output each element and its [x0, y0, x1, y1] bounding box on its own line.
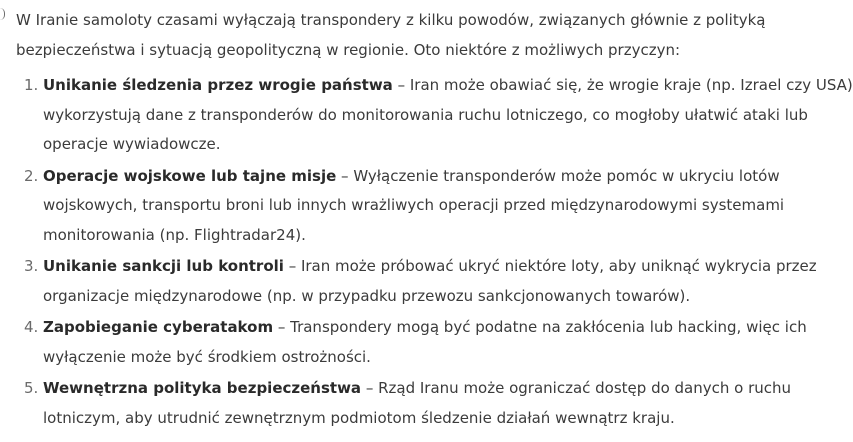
- list-item-number: 5.: [24, 379, 39, 397]
- list-item-line: wykorzystują dane z transponderów do monitorowania ruchu lotniczego, co mogłoby ułatwić ataki lub: [43, 105, 808, 124]
- list-item-title: Operacje wojskowe lub tajne misje: [43, 166, 337, 185]
- list-item-line: wyłączenie może być środkiem ostrożności.: [43, 347, 371, 366]
- message-edge-bracket: [0, 8, 5, 20]
- list-item-number: 3.: [24, 257, 39, 275]
- list-item-title: Zapobieganie cyberatakom: [43, 318, 274, 336]
- list-item-title: Unikanie śledzenia przez wrogie państwa: [43, 76, 393, 94]
- reasons-list: [0, 71, 853, 435]
- list-item-line: wojskowych, transportu broni lub innych wrażliwych operacji przed międzynarodowymi systemami: [43, 196, 785, 214]
- list-item-text: – Wyłączenie transponderów może pomóc w ukryciu lotów: [336, 166, 780, 185]
- list-item-line: [43, 374, 792, 404]
- list-item-line: [43, 162, 782, 192]
- list-item: [0, 162, 785, 251]
- list-item: [0, 71, 853, 160]
- intro-paragraph: [16, 5, 776, 65]
- intro-line: bezpieczeństwa i sytuacją geopolityczną w regionie. Oto niektóre z możliwych przyczyn:: [16, 41, 681, 59]
- list-item: [0, 313, 807, 372]
- list-item-text: – Transpondery mogą być podatne na zakłócenia lub hacking, więc ich: [273, 318, 807, 336]
- list-item-text: – Rząd Iranu może ograniczać dostęp do danych o ruchu: [361, 379, 792, 397]
- list-item-line: [43, 71, 853, 101]
- list-item-text: – Iran może obawiać się, że wrogie kraje (np. Izrael czy USA): [392, 76, 853, 94]
- list-item-number: 2.: [24, 166, 39, 185]
- list-item-text: – Iran może próbować ukryć niektóre loty, aby uniknąć wykrycia przez: [283, 257, 817, 275]
- list-item-title: Wewnętrzna polityka bezpieczeństwa: [43, 379, 362, 397]
- list-item: [0, 252, 817, 311]
- list-item-line: lotniczym, aby utrudnić zewnętrznym podmiotom śledzenie działań wewnątrz kraju.: [43, 408, 675, 427]
- list-item-line: operacje wywiadowcze.: [43, 135, 221, 153]
- list-item-line: [43, 252, 817, 282]
- list-item: [0, 374, 792, 433]
- intro-line: W Iranie samoloty czasami wyłączają transpondery z kilku powodów, związanych głównie z polityką: [16, 11, 766, 29]
- list-item-line: [43, 313, 807, 343]
- list-item-title: Unikanie sankcji lub kontroli: [43, 257, 284, 275]
- list-item-line: organizacje międzynarodowe (np. w przypadku przewozu sankcjonowanych towarów).: [43, 286, 691, 305]
- list-item-number: 4.: [24, 318, 39, 336]
- list-item-line: monitorowania (np. Flightradar24).: [43, 225, 306, 244]
- list-item-number: 1.: [24, 76, 39, 94]
